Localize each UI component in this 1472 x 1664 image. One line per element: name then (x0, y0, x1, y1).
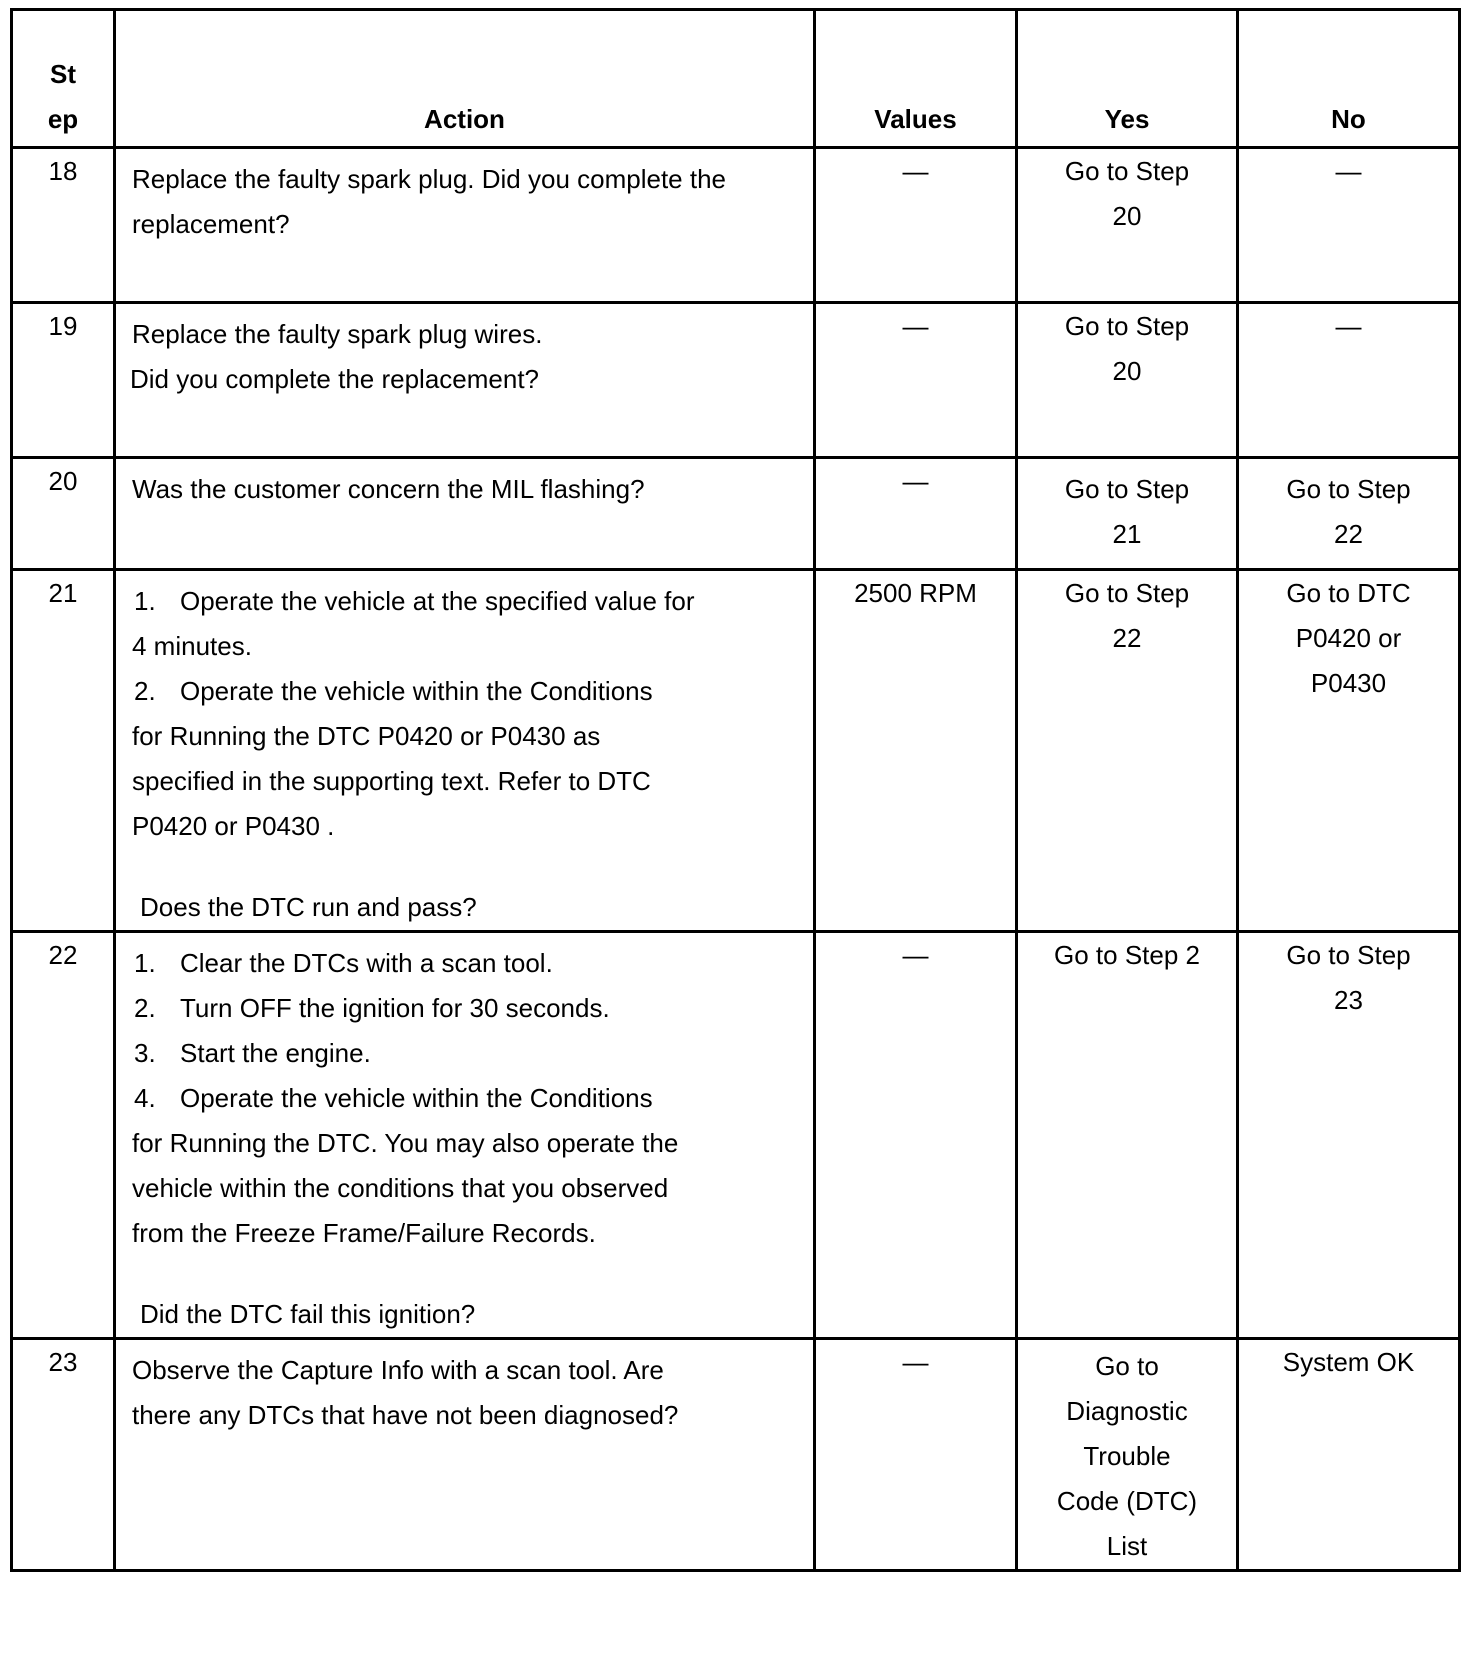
table-row-step-20 (12, 458, 1460, 570)
step-number: 21 (12, 570, 115, 932)
header-action: Action (115, 10, 815, 148)
no-cell: Go to Step 23 (1238, 932, 1460, 1339)
yes-cell: Go to Step 2 (1017, 932, 1238, 1339)
yes-cell: Go to Step 21 (1017, 458, 1238, 570)
table-row-step-21 (12, 570, 1460, 932)
action-cell: Was the customer concern the MIL flashing? (115, 458, 815, 570)
header-yes: Yes (1017, 10, 1238, 148)
values-cell: — (815, 303, 1017, 458)
diagnostic-table (10, 8, 1461, 1572)
action-cell: Observe the Capture Info with a scan tool. Are there any DTCs that have not been diagnosed? (115, 1339, 815, 1571)
values-cell: 2500 RPM (815, 570, 1017, 932)
table-row-step-18 (12, 148, 1460, 303)
values-cell: — (815, 458, 1017, 570)
table-row-step-23 (12, 1339, 1460, 1571)
action-cell: 1. Operate the vehicle at the specified value for 4 minutes. 2. Operate the vehicle within the Conditions for Running the DTC P0420 or P0430 as specified in the supporting text. Refer to DTC P0420 or P0430 . Does the DTC run and pass? (115, 570, 815, 932)
step-number: 23 (12, 1339, 115, 1571)
action-cell: Replace the faulty spark plug. Did you complete the replacement? (115, 148, 815, 303)
no-cell: — (1238, 303, 1460, 458)
header-values: Values (815, 10, 1017, 148)
no-cell: Go to Step 22 (1238, 458, 1460, 570)
values-cell: — (815, 148, 1017, 303)
no-cell: — (1238, 148, 1460, 303)
yes-cell: Go to Step 20 (1017, 303, 1238, 458)
step-number: 20 (12, 458, 115, 570)
action-cell: 1. Clear the DTCs with a scan tool. 2. Turn OFF the ignition for 30 seconds. 3. Start the engine. 4. Operate the vehicle within the Conditions for Running the DTC. You may also operate the vehicle within the conditions that you observed from the Freeze Frame/Failure Records. Did the DTC fail this ignition? (115, 932, 815, 1339)
step-number: 18 (12, 148, 115, 303)
table-row-step-22 (12, 932, 1460, 1339)
values-cell: — (815, 932, 1017, 1339)
yes-cell: Go to Step 22 (1017, 570, 1238, 932)
yes-cell: Go to Step 20 (1017, 148, 1238, 303)
yes-cell: Go to Diagnostic Trouble Code (DTC) List (1017, 1339, 1238, 1571)
header-step: St ep (12, 10, 115, 148)
table-row-step-19 (12, 303, 1460, 458)
step-number: 19 (12, 303, 115, 458)
step-number: 22 (12, 932, 115, 1339)
values-cell: — (815, 1339, 1017, 1571)
no-cell: System OK (1238, 1339, 1460, 1571)
no-cell: Go to DTC P0420 or P0430 (1238, 570, 1460, 932)
header-no: No (1238, 10, 1460, 148)
header-row (12, 10, 1460, 148)
action-cell: Replace the faulty spark plug wires. Did you complete the replacement? (115, 303, 815, 458)
